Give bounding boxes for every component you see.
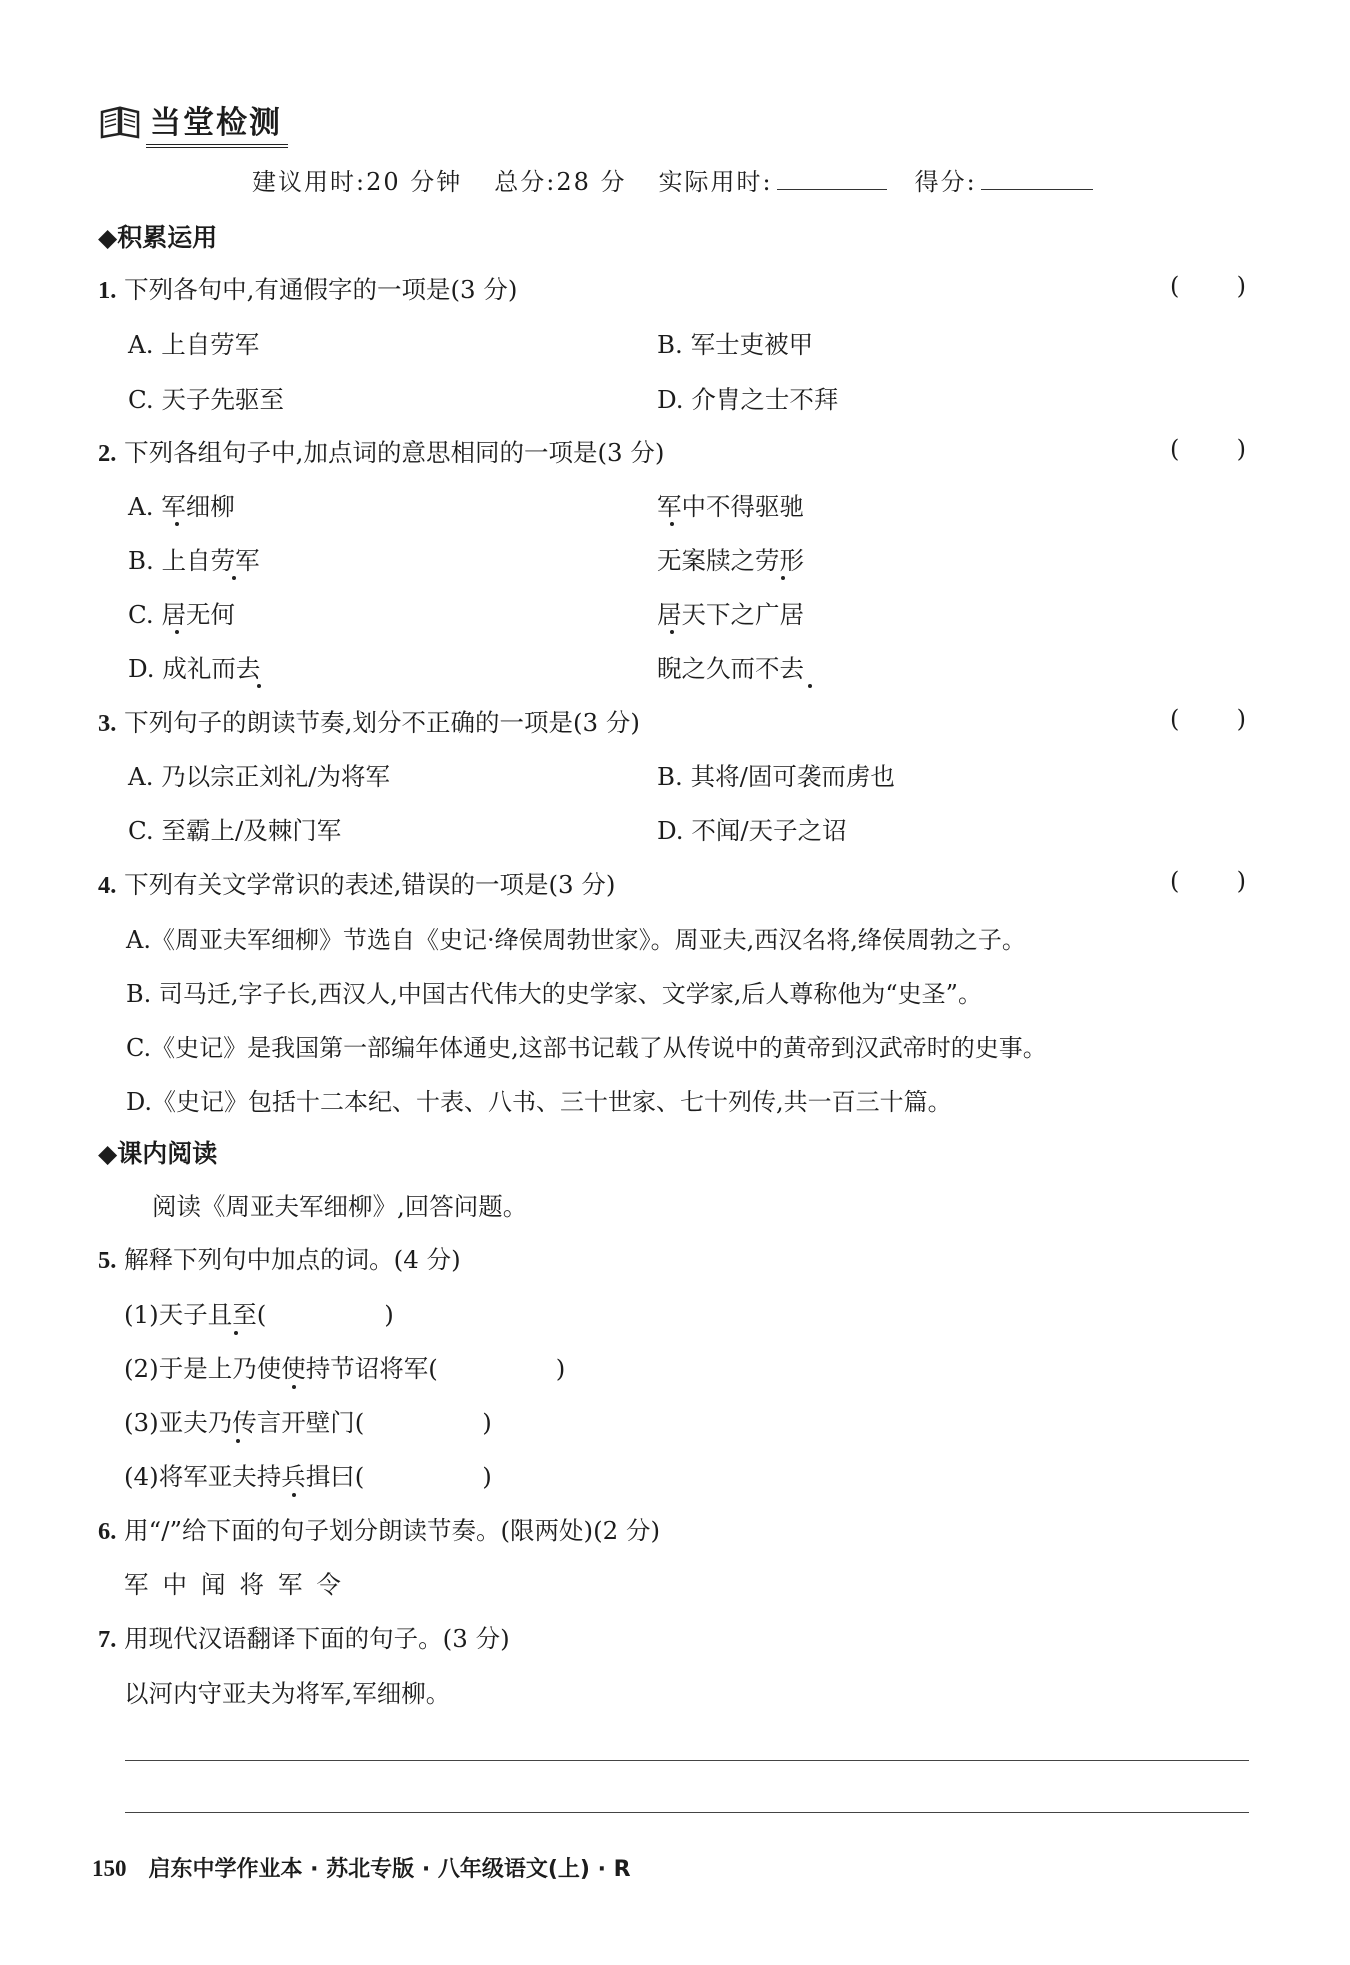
q6-sentence: 军中闻将军令 <box>124 1570 355 1599</box>
q4-option-a: A.《周亚夫军细柳》节选自《史记·绛侯周勃世家》。周亚夫,西汉名将,绛侯周勃之子。 <box>126 926 1026 954</box>
emphasis-dot <box>292 1493 296 1497</box>
emphasis-dot <box>781 576 785 580</box>
q2-option-d-right: 睨之久而不去 <box>657 654 804 683</box>
page-footer <box>92 1852 631 1883</box>
reading-instruction: 阅读《周亚夫军细柳》,回答问题。 <box>152 1192 528 1221</box>
q2-option-a-right: 军中不得驱驰 <box>657 492 804 521</box>
question-4-text: 下列有关文学常识的表述,错误的一项是(3 分) <box>124 870 616 899</box>
emphasis-dot <box>670 630 674 634</box>
question-2: 2. 下列各组句子中,加点词的意思相同的一项是(3 分) <box>98 438 665 467</box>
q2-option-b-right: 无案牍之劳形 <box>657 546 804 575</box>
emphasis-dot <box>670 522 674 526</box>
section-header <box>100 98 288 146</box>
answer-paren-3[interactable]: ( ) <box>1170 705 1246 733</box>
question-1: 1. 下列各句中,有通假字的一项是(3 分) <box>98 275 518 304</box>
q1-option-a: A. 上自劳军 <box>128 330 260 359</box>
question-5-text: 解释下列句中加点的词。(4 分) <box>124 1245 461 1274</box>
q7-sentence: 以河内守亚夫为将军,军细柳。 <box>124 1679 451 1708</box>
answer-paren-2[interactable]: ( ) <box>1170 435 1246 463</box>
q5-item-2: (2)于是上乃使使持节诏将军( ) <box>124 1354 566 1383</box>
score-label: 得分: <box>914 168 977 196</box>
q5-item-4: (4)将军亚夫持兵揖曰( ) <box>124 1462 492 1491</box>
question-4: 4. 下列有关文学常识的表述,错误的一项是(3 分) <box>98 870 616 899</box>
page-number: 150 <box>92 1856 127 1881</box>
q3-option-a: A. 乃以宗正刘礼/为将军 <box>128 762 391 791</box>
book-title: 启东中学作业本 · 苏北专版 · 八年级语文(上) · R <box>148 1857 631 1882</box>
emphasis-dot <box>175 522 179 526</box>
q3-option-b: B. 其将/固可袭而虏也 <box>657 762 895 791</box>
question-1-text: 下列各句中,有通假字的一项是(3 分) <box>124 275 518 304</box>
answer-line[interactable] <box>125 1760 1249 1761</box>
q4-option-d: D.《史记》包括十二本纪、十表、八书、三十世家、七十列传,共一百三十篇。 <box>126 1088 952 1116</box>
q2-option-c-left: C. 居无何 <box>128 600 235 629</box>
q4-option-b: B. 司马迁,字子长,西汉人,中国古代伟大的史学家、文学家,后人尊称他为“史圣”。 <box>126 980 982 1008</box>
answer-paren-1[interactable]: ( ) <box>1170 272 1246 300</box>
question-5: 5. 解释下列句中加点的词。(4 分) <box>98 1245 461 1274</box>
emphasis-dot <box>257 684 261 688</box>
q3-option-c: C. 至霸上/及棘门军 <box>128 816 342 845</box>
emphasis-dot <box>232 576 236 580</box>
question-7-text: 用现代汉语翻译下面的句子。(3 分) <box>124 1624 510 1653</box>
question-6: 6. 用“/”给下面的句子划分朗读节奏。(限两处)(2 分) <box>98 1516 661 1545</box>
question-6-text: 用“/”给下面的句子划分朗读节奏。(限两处)(2 分) <box>124 1516 661 1545</box>
q5-item-3: (3)亚夫乃传言开壁门( ) <box>124 1408 492 1437</box>
section-title: 当堂检测 <box>146 97 288 148</box>
q2-option-a-left: A. 军细柳 <box>128 492 235 521</box>
q2-option-c-right: 居天下之广居 <box>657 600 804 629</box>
emphasis-dot <box>236 1439 240 1443</box>
score-blank[interactable] <box>981 163 1093 190</box>
question-2-text: 下列各组句子中,加点词的意思相同的一项是(3 分) <box>124 438 665 467</box>
q1-option-d: D. 介胄之士不拜 <box>657 385 839 414</box>
answer-paren-4[interactable]: ( ) <box>1170 867 1246 895</box>
emphasis-dot <box>292 1385 296 1389</box>
emphasis-dot <box>234 1331 238 1335</box>
actual-time-label: 实际用时: <box>658 168 773 196</box>
section-accumulate: ◆积累运用 <box>98 223 218 252</box>
actual-time-blank[interactable] <box>777 163 887 190</box>
q3-option-d: D. 不闻/天子之诏 <box>657 816 847 845</box>
answer-line[interactable] <box>125 1812 1249 1813</box>
question-3: 3. 下列句子的朗读节奏,划分不正确的一项是(3 分) <box>98 708 640 737</box>
emphasis-dot <box>175 630 179 634</box>
q2-option-d-left: D. 成礼而去 <box>128 654 261 683</box>
time-score-line <box>252 162 1093 197</box>
section-reading: ◆课内阅读 <box>98 1139 218 1168</box>
suggested-time: 建议用时:20 分钟 <box>252 168 463 196</box>
q2-option-b-left: B. 上自劳军 <box>128 546 260 575</box>
book-icon <box>100 104 140 140</box>
question-7: 7. 用现代汉语翻译下面的句子。(3 分) <box>98 1624 510 1653</box>
emphasis-dot <box>808 684 812 688</box>
question-3-text: 下列句子的朗读节奏,划分不正确的一项是(3 分) <box>124 708 640 737</box>
q1-option-c: C. 天子先驱至 <box>128 385 284 414</box>
total-score: 总分:28 分 <box>494 168 627 196</box>
q1-option-b: B. 军士吏被甲 <box>657 330 814 359</box>
q5-item-1: (1)天子且至( ) <box>124 1300 394 1329</box>
q4-option-c: C.《史记》是我国第一部编年体通史,这部书记载了从传说中的黄帝到汉武帝时的史事。 <box>126 1034 1047 1062</box>
